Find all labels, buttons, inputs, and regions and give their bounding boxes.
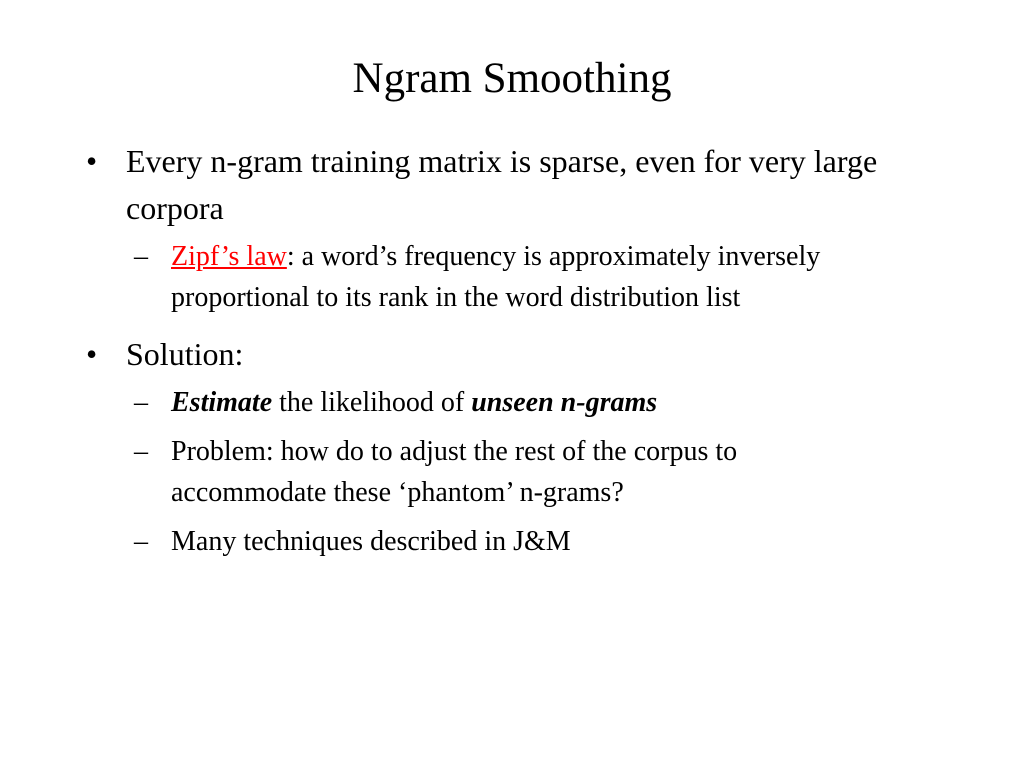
bullet-text: Every n-gram training matrix is sparse, even for very large corpora xyxy=(126,143,878,226)
emphasis-unseen-ngrams: unseen n-grams xyxy=(471,387,658,418)
sub-bullet-estimate xyxy=(0,382,871,423)
bullet-marker: • xyxy=(86,336,98,372)
slide-title: Ngram Smoothing xyxy=(352,55,672,102)
emphasis-estimate: Estimate xyxy=(171,387,273,418)
zipfs-law-link[interactable]: Zipf’s law xyxy=(171,241,287,272)
sub-bullet-zipf xyxy=(0,236,871,318)
sub-bullet-techniques xyxy=(0,521,871,562)
sub-bullet-text: the likelihood of xyxy=(272,387,472,418)
sub-bullet-marker: – xyxy=(134,387,148,418)
sub-bullet-marker: – xyxy=(134,526,148,557)
sub-bullet-marker: – xyxy=(134,241,148,272)
sub-bullet-problem xyxy=(0,431,871,513)
bullet-sparse-matrix xyxy=(0,138,906,232)
sub-bullet-marker: – xyxy=(134,436,148,467)
bullet-text: Solution: xyxy=(126,336,244,372)
sub-bullet-text: : a word’s frequency is approximately inversely proportional to its rank in the word distribution list xyxy=(171,241,821,313)
sub-bullet-text: Problem: how do to adjust the rest of the corpus to accommodate these ‘phantom’ n-grams? xyxy=(171,436,738,508)
slide-content xyxy=(0,138,1024,562)
sub-bullet-text: Many techniques described in J&M xyxy=(171,526,571,557)
bullet-solution xyxy=(0,331,906,378)
bullet-marker: • xyxy=(86,143,98,179)
